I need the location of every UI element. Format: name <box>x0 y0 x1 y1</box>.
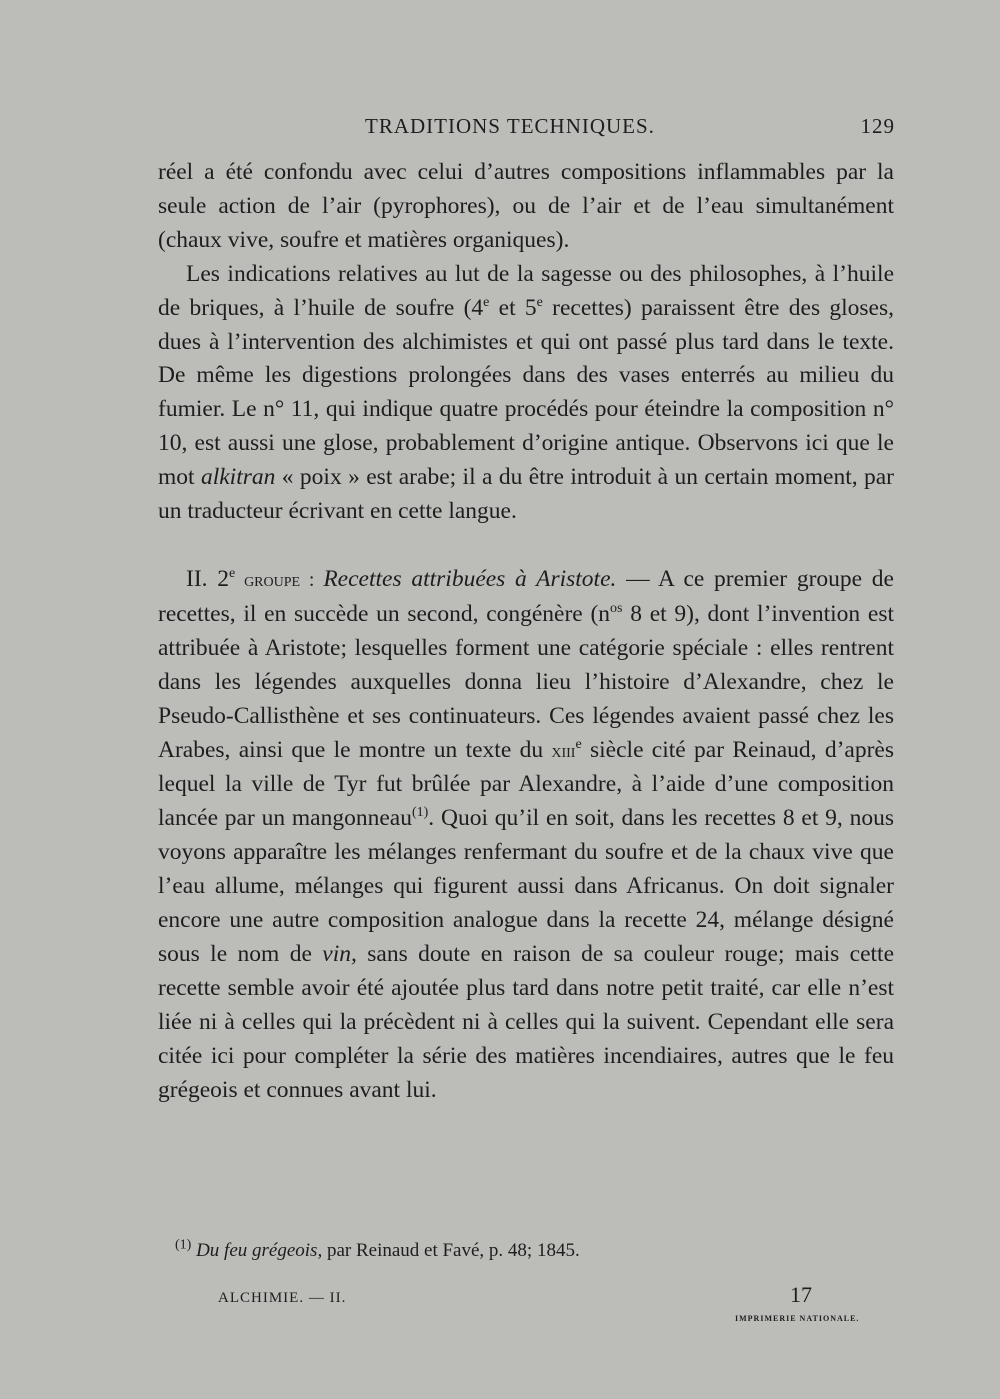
footer-signature: 17 <box>790 1282 812 1307</box>
footer-volume: ALCHIMIE. — II. <box>218 1290 347 1306</box>
text-run: — A ce premier groupe de recettes, il en succède un second, congénère (n <box>158 565 894 627</box>
italic-term: vin, <box>322 940 357 967</box>
text-run: recettes) paraissent être des gloses, dues à l’intervention des alchimistes et qui ont passé plus tard dans le texte. De même les digestions prolongées dans des vases enterrés au milieu du fumier. Le n° 11, qui indique quatre procédés pour éteindre la composition n° 10, est aussi une glose, probablement d’origine antique. Observons ici que le mot <box>158 294 894 491</box>
superscript: e <box>575 736 582 752</box>
text-run: Les indications relatives au lut de la sagesse ou des philosophes, à l’huile de briques, à l’huile de soufre (4 <box>158 260 894 321</box>
paragraph-1: réel a été confondu avec celui d’autres compositions inflammables par la seule action de l’air (pyrophores), ou de l’air et de l’eau simultanément (chaux vive, soufre et matières organiques). <box>158 159 894 253</box>
page-number: 129 <box>860 114 895 138</box>
footnote-text: par Reinaud et Favé, p. 48; 1845. <box>322 1240 580 1261</box>
text-run: « poix » est arabe; il a du être introduit à un certain moment, par un traducteur écrivant en cette langue. <box>158 464 895 525</box>
century-numeral: xiii <box>551 739 576 762</box>
text-run: . Quoi qu’il en soit, dans les recettes 8 et 9, nous voyons apparaître les mélanges renfermant du soufre et de la chaux vive que l’eau allume, mélanges qui figurent aussi dans Africanus. On doit signaler encore une autre composition analogue dans la recette 24, mélange désigné sous le nom de <box>158 805 894 967</box>
footer-printer: IMPRIMERIE NATIONALE. <box>735 1314 860 1323</box>
text-run: 8 et 9), dont l’invention est attribuée à Aristote; lesquelles forment une catégorie spéciale : elles rentrent dans les légendes auxquelles donna lieu l’histoire d’Alexandre, chez le Pseudo-Callisthène et ses continuateurs. Ces légendes avaient passé chez les Arabes, ainsi que le montre un texte du <box>158 600 894 763</box>
superscript: e <box>229 566 236 582</box>
section-number: II. 2 <box>186 565 229 592</box>
superscript: e <box>536 294 543 310</box>
text-run: siècle cité par Reinaud, d’après lequel la ville de Tyr fut brûlée par Alexandre, à l’aide d’une composition lancée par un mangonneau <box>158 736 894 832</box>
paragraph-3 <box>158 563 894 1108</box>
text-run: sans doute en raison de sa couleur rouge; mais cette recette semble avoir été ajoutée plus tard dans notre petit traité, car elle n’est liée ni à celles qui la précèdent ni à celles qui la suivent. Cependant elle sera citée ici pour compléter la série des matières incendiaires, autres que le feu grégeois et connues avant lui. <box>158 940 895 1103</box>
running-head <box>160 114 895 144</box>
section-title: Recettes attribuées à Aristote. <box>323 565 617 592</box>
main-text <box>158 156 894 1107</box>
running-title: TRADITIONS TECHNIQUES. <box>365 114 655 138</box>
footnote-marker: (1) <box>175 1237 192 1253</box>
superscript: os <box>610 601 623 617</box>
footnote <box>175 1237 875 1262</box>
footnote-reference[interactable]: (1) <box>411 805 429 821</box>
paragraph-2 <box>158 258 894 529</box>
section-label: groupe : <box>235 568 324 591</box>
text-run: et 5 <box>489 294 537 321</box>
superscript: e <box>483 294 490 310</box>
footnote-title: Du feu grégeois, <box>196 1240 323 1261</box>
italic-term: alkitran <box>200 464 276 491</box>
